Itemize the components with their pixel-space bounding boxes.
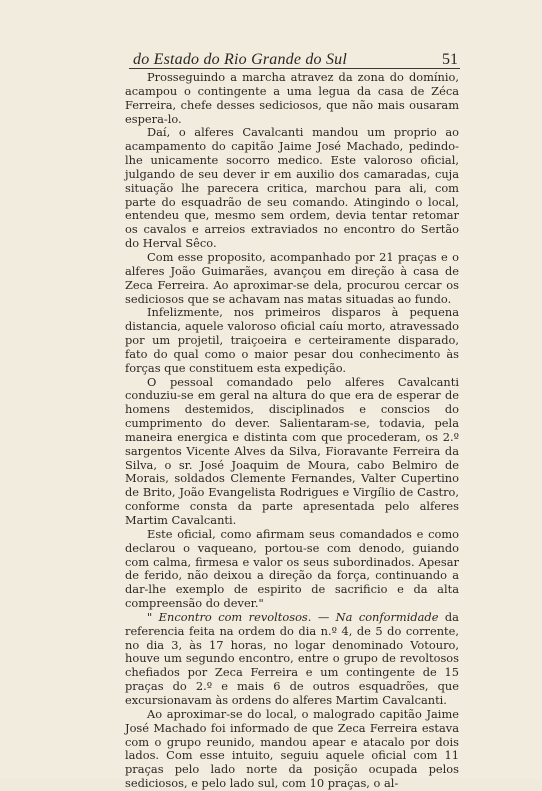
section-text: da referencia feita na ordem do dia n.º 4, de 5 do corrente, no dia 3, às 17 horas, no logar denominado Votouro, houve um segundo encontro, entre o grupo de revoltosos chefiados por Zeca Ferreira e um contingente de 15 praças do 2.º e mais 6 de outros esquadrões, que excursionavam às ordens do alferes Martim Cavalcanti. (125, 609, 459, 707)
body-text (125, 71, 459, 791)
paragraph-5: O pessoal comandado pelo alferes Cavalcanti conduziu-se em geral na altura do que era de esperar de homens destemidos, disciplinados e conscios do cumprimento do dever. Salientaram-se, todavia, pela maneira energica e distinta com que procederam, os 2.º sargentos Vicente Alves da Silva, Fioravante Ferreira da Silva, o sr. José Joaquim de Moura, cabo Belmiro de Morais, soldados Clemente Fernandes, Valter Cupertino de Brito, João Evangelista Rodrigues e Virgílio de Castro, conforme consta da parte apresentada pelo alferes Martim Cavalcanti. (125, 374, 459, 527)
header-rule (129, 68, 460, 69)
paragraph-encounter (125, 611, 459, 708)
page-header (133, 47, 458, 69)
paragraph-1: Prosseguindo a marcha atravez da zona do domínio, acampou o contingente a uma legua da casa de Zéca Ferreira, chefe desses sediciosos, que não mais ousaram espera-lo. (125, 70, 459, 126)
section-lead: " Encontro com revoltosos. — Na conformidade (147, 609, 439, 624)
paragraph-3: Com esse proposito, acompanhado por 21 praças e o alferes João Guimarães, avançou em direção à casa de Zeca Ferreira. Ao aproximar-se dela, procurou cercar os sediciosos que se achavam nas matas situadas ao fundo. (125, 249, 459, 306)
paragraph-6: Este oficial, como afirmam seus comandados e como declarou o vaqueano, portou-se com denodo, guiando com calma, firmesa e valor os seus subordinados. Apesar de ferido, não deixou a direção da força, continuando a dar-lhe exemplo de espirito de sacrificio e da alta compreensão do dever." (125, 526, 459, 611)
page-number: 51 (442, 51, 458, 68)
paragraph-2: Daí, o alferes Cavalcanti mandou um proprio ao acampamento do capitão Jaime José Machado, pedindo-lhe unicamente socorro medico. Este valoroso oficial, julgando de seu dever ir em auxilio dos camaradas, cuja situação lhe parecera critica, marchou para ali, com parte do esquadrão de seu comando. Atingindo o local, entendeu que, mesmo sem ordem, devia tentar retomar os cavalos e arreios extraviados no encontro do Sertão do Herval Sêco. (125, 125, 459, 251)
running-title: do Estado do Rio Grande do Sul (133, 51, 347, 68)
paragraph-4: Infelizmente, nos primeiros disparos à pequena distancia, aquele valoroso oficial caíu morto, atravessado por um projetil, traiçoeira e certeiramente disparado, fato do qual como o maior pesar dou conhecimento às forças que constituem esta expedição. (125, 305, 459, 375)
paragraph-last: Ao aproximar-se do local, o malogrado capitão Jaime José Machado foi informado de que Zeca Ferreira estava com o grupo reunido, mandou apear e atacalo por dois lados. Com esse intuito, seguiu aquele oficial com 11 praças pelo lado norte da posição ocupada pelos sediciosos, e pelo lado sul, com 10 praças, o al- (125, 706, 459, 791)
